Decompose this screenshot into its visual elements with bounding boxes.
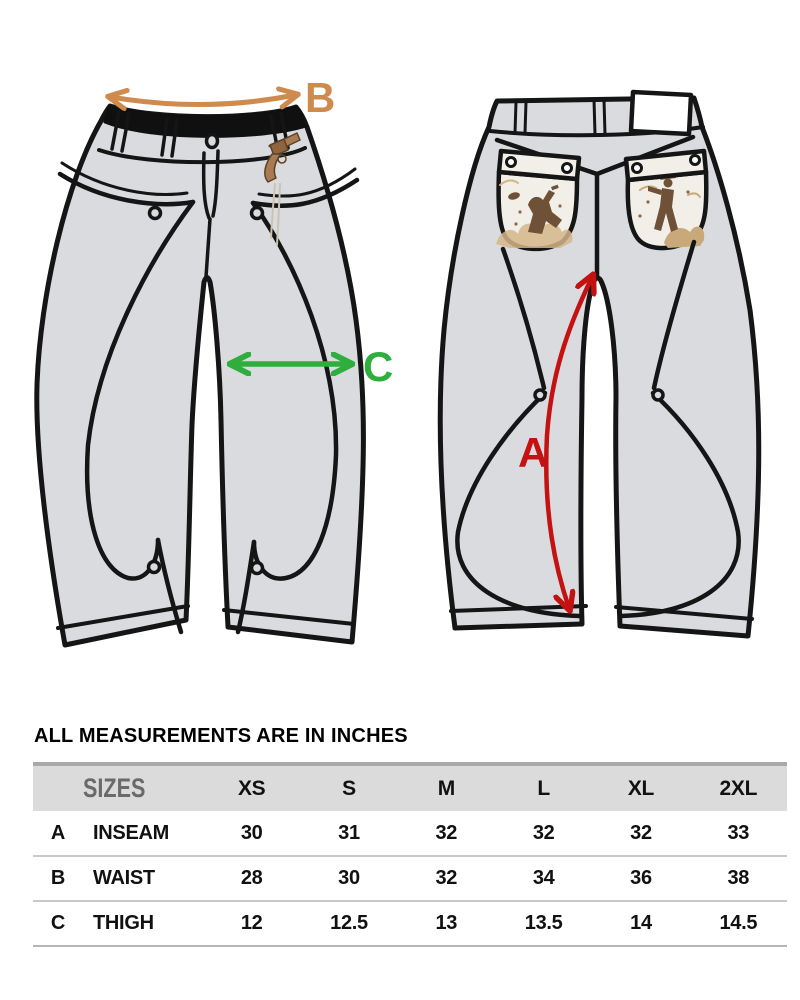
col-header-xl: XL (627, 776, 655, 800)
back-silhouette (440, 98, 759, 636)
table-row-waist (33, 856, 787, 901)
row-label: WAIST (93, 867, 155, 889)
row-key: C (50, 912, 66, 934)
cell-value: 12 (240, 912, 263, 934)
col-header-l: L (537, 776, 550, 800)
measure-label-b: B (305, 74, 336, 121)
cell-value: 36 (630, 867, 652, 889)
brand-tag (631, 92, 691, 134)
cell-value: 32 (532, 821, 555, 844)
cell-value: 32 (435, 821, 458, 844)
table-row-thigh (33, 901, 787, 946)
row-label: INSEAM (93, 821, 169, 844)
table-header-row (33, 764, 787, 811)
cell-value: 12.5 (330, 912, 368, 934)
header-spacer-cell (33, 764, 83, 811)
size-chart-table (33, 762, 787, 947)
cell-value: 30 (338, 867, 360, 889)
measure-label-c: C (363, 343, 394, 390)
col-header-s: S (342, 776, 356, 800)
measurements-note: ALL MEASUREMENTS ARE IN INCHES (34, 725, 408, 747)
cell-value: 13 (435, 912, 458, 934)
jeans-front-view (37, 106, 364, 645)
cell-value: 28 (240, 867, 263, 889)
cell-value: 31 (338, 821, 360, 844)
col-header-m: M (437, 776, 455, 800)
cell-value: 32 (435, 867, 458, 889)
cell-value: 34 (532, 867, 555, 889)
measure-label-a: A (518, 429, 549, 476)
cell-value: 30 (240, 821, 263, 844)
col-header-2xl: 2XL (719, 776, 758, 800)
col-header-xs: XS (237, 776, 266, 800)
row-label: THIGH (93, 912, 154, 934)
jeans-back-view (440, 92, 759, 636)
row-key: A (50, 821, 66, 844)
cell-value: 14 (630, 912, 652, 934)
cell-value: 38 (727, 867, 750, 889)
measure-arrow-b (111, 95, 295, 105)
sizes-header-cell: SIZES (83, 773, 146, 803)
row-key: B (50, 867, 66, 889)
front-button (207, 135, 218, 148)
cell-value: 32 (630, 821, 652, 844)
cell-value: 33 (727, 821, 750, 844)
back-pocket-left (496, 151, 579, 249)
cell-value: 14.5 (719, 912, 758, 934)
cell-value: 13.5 (524, 912, 563, 934)
table-row-inseam (33, 811, 787, 856)
back-pocket-right (626, 151, 706, 248)
